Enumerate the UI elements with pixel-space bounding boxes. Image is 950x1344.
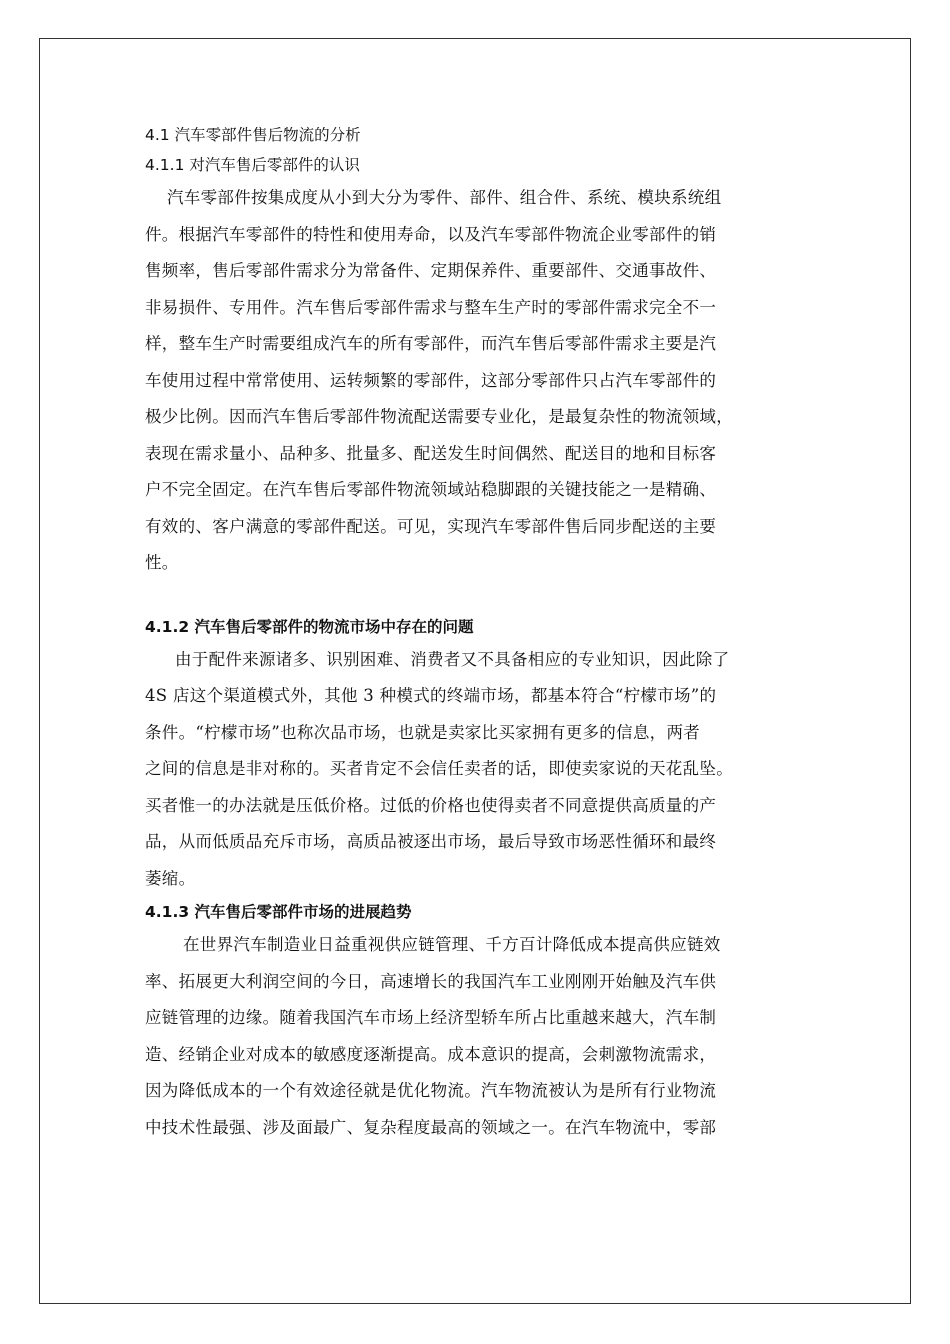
text-line: 4S 店这个渠道模式外，其他 3 种模式的终端市场，都基本符合“柠檬市场”的 bbox=[145, 686, 717, 705]
document-body bbox=[145, 120, 835, 1146]
spacer bbox=[145, 582, 835, 612]
subsection-heading-4-1-3: 4.1.3 汽车售后零部件市场的进展趋势 bbox=[145, 903, 412, 921]
paragraph-4-1-3 bbox=[145, 927, 835, 1146]
text-line: 件。根据汽车零部件的特性和使用寿命，以及汽车零部件物流企业零部件的销 bbox=[145, 224, 717, 244]
text-line: 造、经销企业对成本的敏感度逐渐提高。成本意识的提高，会刺激物流需求， bbox=[145, 1044, 717, 1064]
text-line: 在世界汽车制造业日益重视供应链管理、千方百计降低成本提高供应链效 bbox=[183, 935, 721, 954]
text-line: 应链管理的边缘。随着我国汽车市场上经济型轿车所占比重越来越大，汽车制 bbox=[145, 1008, 717, 1027]
text-line: 性。 bbox=[145, 553, 179, 572]
text-line: 买者惟一的办法就是压低价格。过低的价格也使得卖者不同意提供高质量的产 bbox=[145, 795, 717, 815]
text-line: 品，从而低质品充斥市场，高质品被逐出市场，最后导致市场恶性循环和最终 bbox=[145, 832, 717, 851]
text-line: 户不完全固定。在汽车售后零部件物流领域站稳脚跟的关键技能之一是精确、 bbox=[145, 480, 717, 499]
text-line: 非易损件、专用件。汽车售后零部件需求与整车生产时的零部件需求完全不一 bbox=[145, 297, 717, 317]
text-line: 中技术性最强、涉及面最广、复杂程度最高的领域之一。在汽车物流中，零部 bbox=[145, 1117, 717, 1137]
paragraph-4-1-1 bbox=[145, 180, 835, 582]
text-line: 表现在需求量小、品种多、批量多、配送发生时间偶然、配送目的地和目标客 bbox=[145, 443, 717, 463]
text-line: 样，整车生产时需要组成汽车的所有零部件，而汽车售后零部件需求主要是汽 bbox=[145, 334, 717, 353]
text-line: 因为降低成本的一个有效途径就是优化物流。汽车物流被认为是所有行业物流 bbox=[145, 1081, 717, 1100]
text-line: 由于配件来源诸多、识别困难、消费者又不具备相应的专业知识，因此除了 bbox=[175, 649, 730, 669]
text-line: 条件。“柠檬市场”也称次品市场，也就是卖家比买家拥有更多的信息，两者 bbox=[145, 722, 701, 742]
text-line: 售频率，售后零部件需求分为常备件、定期保养件、重要部件、交通事故件、 bbox=[145, 261, 717, 280]
paragraph-4-1-2 bbox=[145, 642, 835, 898]
text-line: 率、拓展更大利润空间的今日，高速增长的我国汽车工业刚刚开始触及汽车供 bbox=[145, 971, 717, 991]
subsection-heading-4-1-2: 4.1.2 汽车售后零部件的物流市场中存在的问题 bbox=[145, 617, 474, 636]
text-line: 汽车零部件按集成度从小到大分为零件、部件、组合件、系统、模块系统组 bbox=[167, 188, 722, 207]
text-line: 车使用过程中常常使用、运转频繁的零部件，这部分零部件只占汽车零部件的 bbox=[145, 370, 717, 390]
text-line: 有效的、客户满意的零部件配送。可见，实现汽车零部件售后同步配送的主要 bbox=[145, 516, 717, 536]
text-line: 极少比例。因而汽车售后零部件物流配送需要专业化，是最复杂性的物流领域， bbox=[145, 407, 733, 426]
subsection-heading-4-1-1: 4.1.1 对汽车售后零部件的认识 bbox=[145, 156, 360, 174]
section-title: 4.1 汽车零部件售后物流的分析 bbox=[145, 126, 361, 144]
text-line: 萎缩。 bbox=[145, 868, 196, 888]
text-line: 之间的信息是非对称的。买者肯定不会信任卖者的话，即使卖家说的天花乱坠。 bbox=[145, 759, 733, 778]
